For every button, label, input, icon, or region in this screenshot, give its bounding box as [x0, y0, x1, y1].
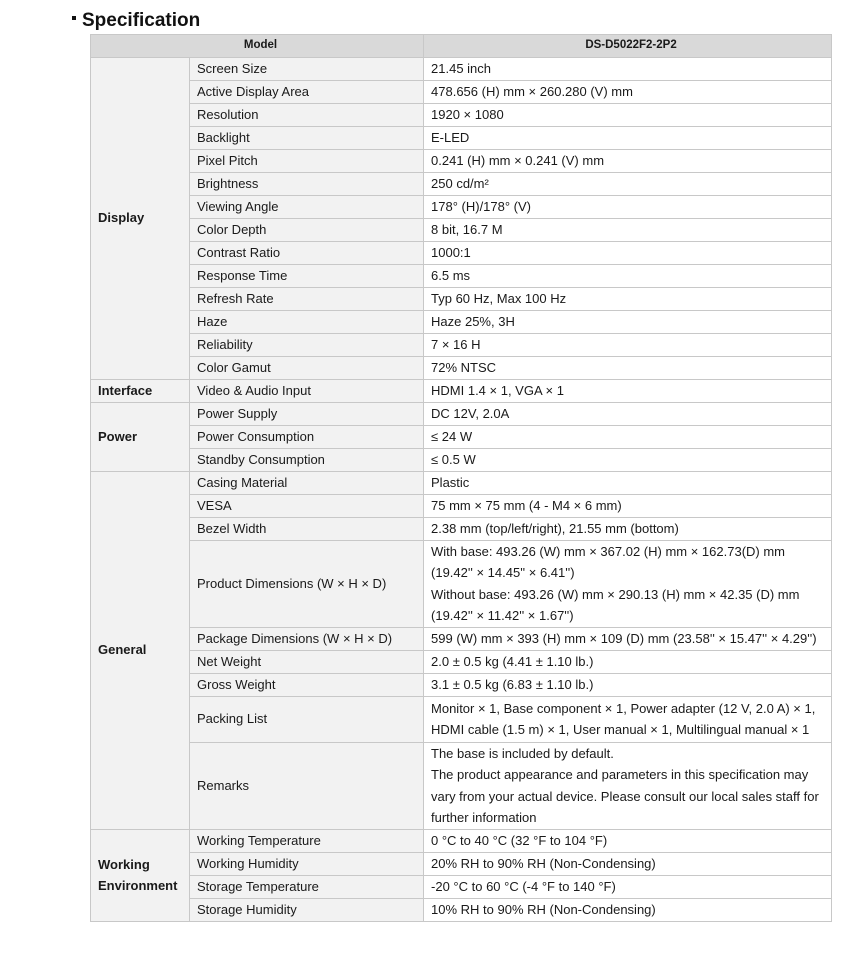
table-row [91, 287, 832, 310]
table-row [91, 650, 832, 673]
param-value [424, 471, 832, 494]
category-label-line: Working [98, 856, 150, 872]
header-model-label: Model [91, 35, 424, 58]
param-value [424, 650, 832, 673]
param-value [424, 103, 832, 126]
param-value-line: Haze 25%, 3H [431, 313, 515, 329]
table-row [91, 57, 832, 80]
param-value-line: further information [431, 810, 537, 825]
param-value-line: HDMI cable (1.5 m) × 1, User manual × 1, Multilingual manual × 1 [431, 722, 810, 737]
param-value-line: 72% NTSC [431, 359, 497, 375]
param-label: Screen Size [190, 57, 424, 80]
param-label: Power Consumption [190, 425, 424, 448]
param-value-line: 0.241 (H) mm × 0.241 (V) mm [431, 152, 605, 168]
category-cell: Interface [91, 379, 190, 402]
header-model-value: DS-D5022F2-2P2 [424, 35, 832, 58]
param-label: VESA [190, 494, 424, 517]
param-value [424, 540, 832, 627]
table-row [91, 875, 832, 898]
table-row [91, 696, 832, 742]
param-label: Color Gamut [190, 356, 424, 379]
param-label: Storage Humidity [190, 898, 424, 921]
param-value-line: 8 bit, 16.7 M [431, 221, 503, 237]
table-row [91, 448, 832, 471]
param-label: Brightness [190, 172, 424, 195]
param-value-line: 2.0 ± 0.5 kg (4.41 ± 1.10 lb.) [431, 653, 594, 669]
section-title [72, 10, 200, 32]
param-value [424, 875, 832, 898]
param-label: Remarks [190, 742, 424, 829]
param-value [424, 195, 832, 218]
param-value-line: 599 (W) mm × 393 (H) mm × 109 (D) mm (23.58'' × 15.47'' × 4.29'') [431, 630, 817, 646]
param-value-line: 1920 × 1080 [431, 106, 504, 122]
param-value [424, 218, 832, 241]
param-value-line: 6.5 ms [431, 267, 471, 283]
param-value-line: The base is included by default. [431, 745, 614, 761]
param-label: Viewing Angle [190, 195, 424, 218]
param-value [424, 448, 832, 471]
table-row [91, 356, 832, 379]
param-value-line: DC 12V, 2.0A [431, 405, 510, 421]
table-row [91, 333, 832, 356]
param-value [424, 356, 832, 379]
param-label: Product Dimensions (W × H × D) [190, 540, 424, 627]
param-value-line: (19.42'' × 11.42'' × 1.67'') [431, 608, 574, 623]
param-label: Reliability [190, 333, 424, 356]
table-row [91, 829, 832, 852]
table-header-row [91, 35, 832, 58]
param-label: Packing List [190, 696, 424, 742]
table-row [91, 126, 832, 149]
category-cell: Display [91, 57, 190, 379]
param-value-line: 3.1 ± 0.5 kg (6.83 ± 1.10 lb.) [431, 676, 594, 692]
category-cell: General [91, 471, 190, 829]
param-value-line: 1000:1 [431, 244, 471, 260]
param-value-line: 75 mm × 75 mm (4 - M4 × 6 mm) [431, 497, 622, 513]
param-value [424, 126, 832, 149]
param-label: Haze [190, 310, 424, 333]
table-row [91, 172, 832, 195]
bullet-icon [72, 16, 76, 20]
category-label-line: Environment [98, 878, 178, 893]
param-label: Refresh Rate [190, 287, 424, 310]
param-value-line: 0 °C to 40 °C (32 °F to 104 °F) [431, 832, 608, 848]
category-cell: Power [91, 402, 190, 471]
param-label: Power Supply [190, 402, 424, 425]
param-label: Storage Temperature [190, 875, 424, 898]
param-value-line: 478.656 (H) mm × 260.280 (V) mm [431, 83, 633, 99]
param-value [424, 673, 832, 696]
param-label: Bezel Width [190, 517, 424, 540]
param-value [424, 241, 832, 264]
param-value-line: With base: 493.26 (W) mm × 367.02 (H) mm × 162.73(D) mm [431, 543, 786, 559]
param-label: Casing Material [190, 471, 424, 494]
param-value [424, 402, 832, 425]
param-value [424, 287, 832, 310]
param-label: Net Weight [190, 650, 424, 673]
param-label: Working Temperature [190, 829, 424, 852]
table-row [91, 379, 832, 402]
table-row [91, 673, 832, 696]
param-label: Gross Weight [190, 673, 424, 696]
section-title-text: Specification [82, 10, 201, 31]
param-value [424, 517, 832, 540]
table-row [91, 218, 832, 241]
table-row [91, 852, 832, 875]
param-value [424, 379, 832, 402]
table-row [91, 310, 832, 333]
table-row [91, 149, 832, 172]
param-value-line: Typ 60 Hz, Max 100 Hz [431, 290, 567, 306]
param-label: Contrast Ratio [190, 241, 424, 264]
param-value-line: 10% RH to 90% RH (Non-Condensing) [431, 901, 656, 917]
param-label: Standby Consumption [190, 448, 424, 471]
param-value [424, 742, 832, 829]
table-row [91, 471, 832, 494]
param-label: Video & Audio Input [190, 379, 424, 402]
param-value [424, 627, 832, 650]
param-value [424, 829, 832, 852]
param-value-line: -20 °C to 60 °C (-4 °F to 140 °F) [431, 878, 616, 894]
param-label: Package Dimensions (W × H × D) [190, 627, 424, 650]
param-value-line: E-LED [431, 129, 470, 145]
param-label: Color Depth [190, 218, 424, 241]
param-label: Backlight [190, 126, 424, 149]
param-value [424, 852, 832, 875]
param-value [424, 898, 832, 921]
param-label: Resolution [190, 103, 424, 126]
param-value-line: HDMI 1.4 × 1, VGA × 1 [431, 382, 564, 398]
param-label: Working Humidity [190, 852, 424, 875]
param-value-line: ≤ 24 W [431, 428, 473, 444]
table-row [91, 494, 832, 517]
table-row [91, 425, 832, 448]
param-value-line: Plastic [431, 474, 470, 490]
table-row [91, 402, 832, 425]
category-cell [91, 829, 190, 921]
table-row [91, 103, 832, 126]
table-row [91, 264, 832, 287]
table-row [91, 898, 832, 921]
table-row [91, 540, 832, 627]
param-value-line: 21.45 inch [431, 60, 492, 76]
param-value [424, 172, 832, 195]
param-value [424, 149, 832, 172]
param-value-line: 2.38 mm (top/left/right), 21.55 mm (bottom) [431, 520, 679, 536]
param-value [424, 333, 832, 356]
param-value-line: (19.42'' × 14.45'' × 6.41'') [431, 565, 575, 580]
param-value [424, 57, 832, 80]
param-value-line: 20% RH to 90% RH (Non-Condensing) [431, 855, 656, 871]
param-value [424, 425, 832, 448]
table-row [91, 80, 832, 103]
param-value [424, 80, 832, 103]
param-value [424, 494, 832, 517]
param-value-line: 7 × 16 H [431, 336, 481, 352]
param-value-line: Without base: 493.26 (W) mm × 290.13 (H) mm × 42.35 (D) mm [431, 586, 800, 602]
param-label: Pixel Pitch [190, 149, 424, 172]
table-row [91, 627, 832, 650]
table-row [91, 195, 832, 218]
param-value [424, 310, 832, 333]
param-value-line: ≤ 0.5 W [431, 451, 476, 467]
table-row [91, 241, 832, 264]
param-value-line: vary from your actual device. Please consult our local sales staff for [431, 788, 819, 804]
param-label: Active Display Area [190, 80, 424, 103]
table-row [91, 742, 832, 829]
param-value [424, 264, 832, 287]
param-label: Response Time [190, 264, 424, 287]
param-value [424, 696, 832, 742]
param-value-line: 178° (H)/178° (V) [431, 198, 532, 214]
param-value-line: The product appearance and parameters in this specification may [431, 767, 809, 782]
param-value-line: 250 cd/m² [431, 175, 489, 191]
param-value-line: Monitor × 1, Base component × 1, Power adapter (12 V, 2.0 A) × 1, [431, 700, 816, 716]
spec-table-body [91, 35, 832, 922]
table-row [91, 517, 832, 540]
spec-table [90, 34, 832, 922]
